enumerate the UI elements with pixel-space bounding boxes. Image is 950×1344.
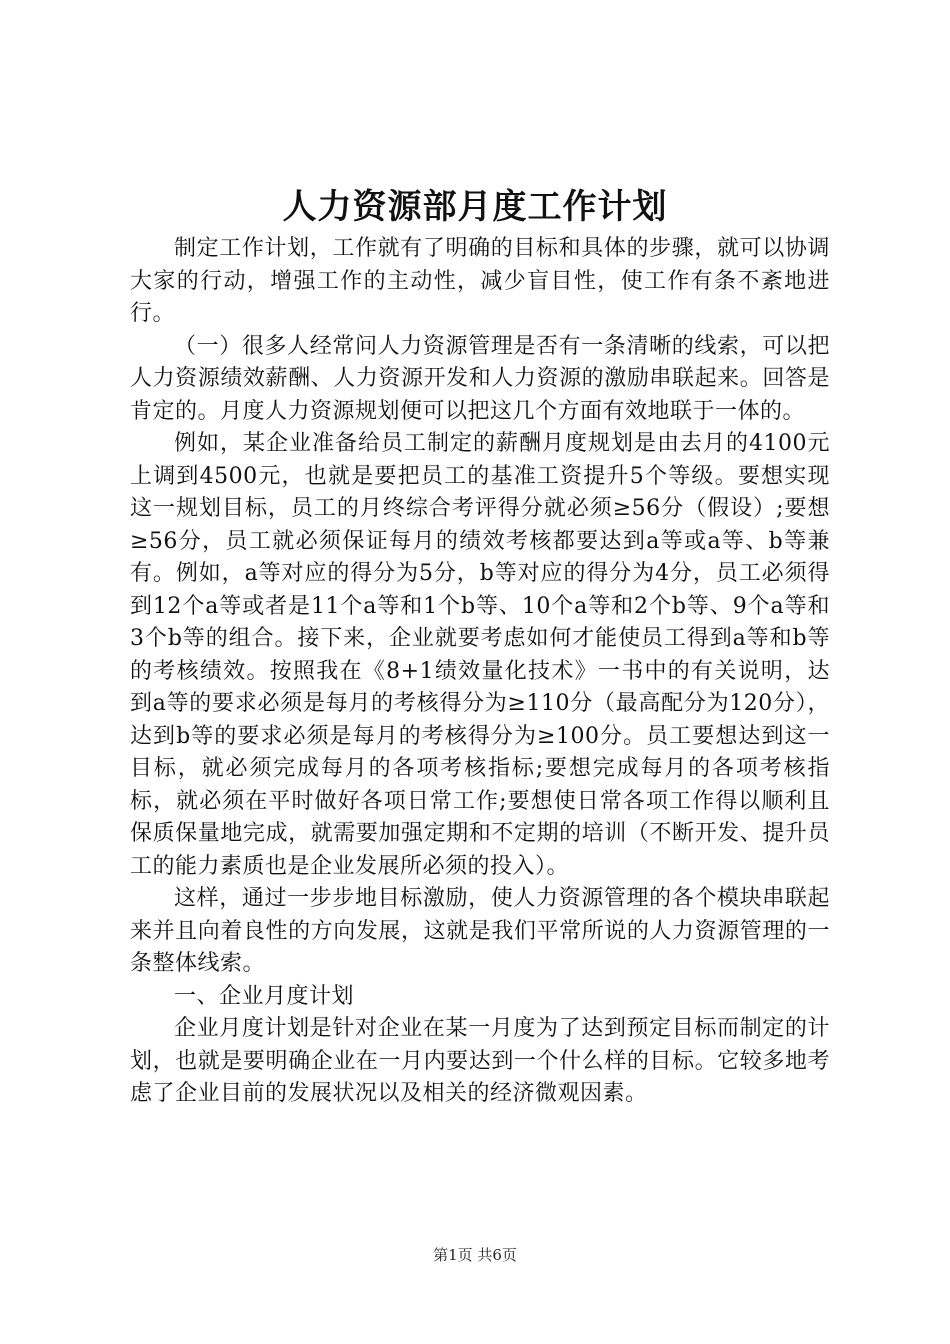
paragraph-section-one: （一）很多人经常问人力资源管理是否有一条清晰的线索，可以把人力资源绩效薪酬、人力资源开发和人力资源的激励串联起来。回答是肯定的。月度人力资源规划便可以把这几个方面有效地联于一体的。 xyxy=(130,333,830,424)
paragraph-monthly-plan: 企业月度计划是针对企业在某一月度为了达到预定目标而制定的计划，也就是要明确企业在一月内要达到一个什么样的目标。它较多地考虑了企业目前的发展状况以及相关的经济微观因素。 xyxy=(130,1016,830,1106)
section-heading-monthly-plan: 一、企业月度计划 xyxy=(174,983,355,1009)
page-number-footer: 第1页 共6页 xyxy=(433,1246,517,1264)
document-body xyxy=(130,233,830,1111)
paragraph-example: 例如，某企业准备给员工制定的薪酬月度规划是由去月的4100元上调到4500元，也就是要把员工的基准工资提升5个等级。要想实现这一规划目标，员工的月终综合考评得分就必须≥56分（假设）;要想≥56分，员工就必须保证每月的绩效考核都要达到a等或a等、b等兼有。例如，a等对应的得分为5分，b等对应的得分为4分，员工必须得到12个a等或者是11个a等和1个b等、10个a等和2个b等、9个a等和3个b等的组合。接下来，企业就要考虑如何才能使员工得到a等和b等的考核绩效。按照我在《8+1绩效量化技术》一书中的有关说明，达到a等的要求必须是每月的考核得分为≥110分（最高配分为120分），达到b等的要求必须是每月的考核得分为≥100分。员工要想达到这一目标，就必须完成每月的各项考核指标;要想完成每月的各项考核指标，就必须在平时做好各项日常工作;要想使日常各项工作得以顺利且保质保量地完成，就需要加强定期和不定期的培训（不断开发、提升员工的能力素质也是企业发展所必须的投入）。 xyxy=(130,431,830,879)
paragraph-summary: 这样，通过一步步地目标激励，使人力资源管理的各个模块串联起来并且向着良性的方向发展，这就是我们平常所说的人力资源管理的一条整体线索。 xyxy=(130,886,830,976)
paragraph-intro: 制定工作计划，工作就有了明确的目标和具体的步骤，就可以协调大家的行动，增强工作的主动性，减少盲目性，使工作有条不紊地进行。 xyxy=(130,236,830,326)
document-title: 人力资源部月度工作计划 xyxy=(282,187,668,227)
